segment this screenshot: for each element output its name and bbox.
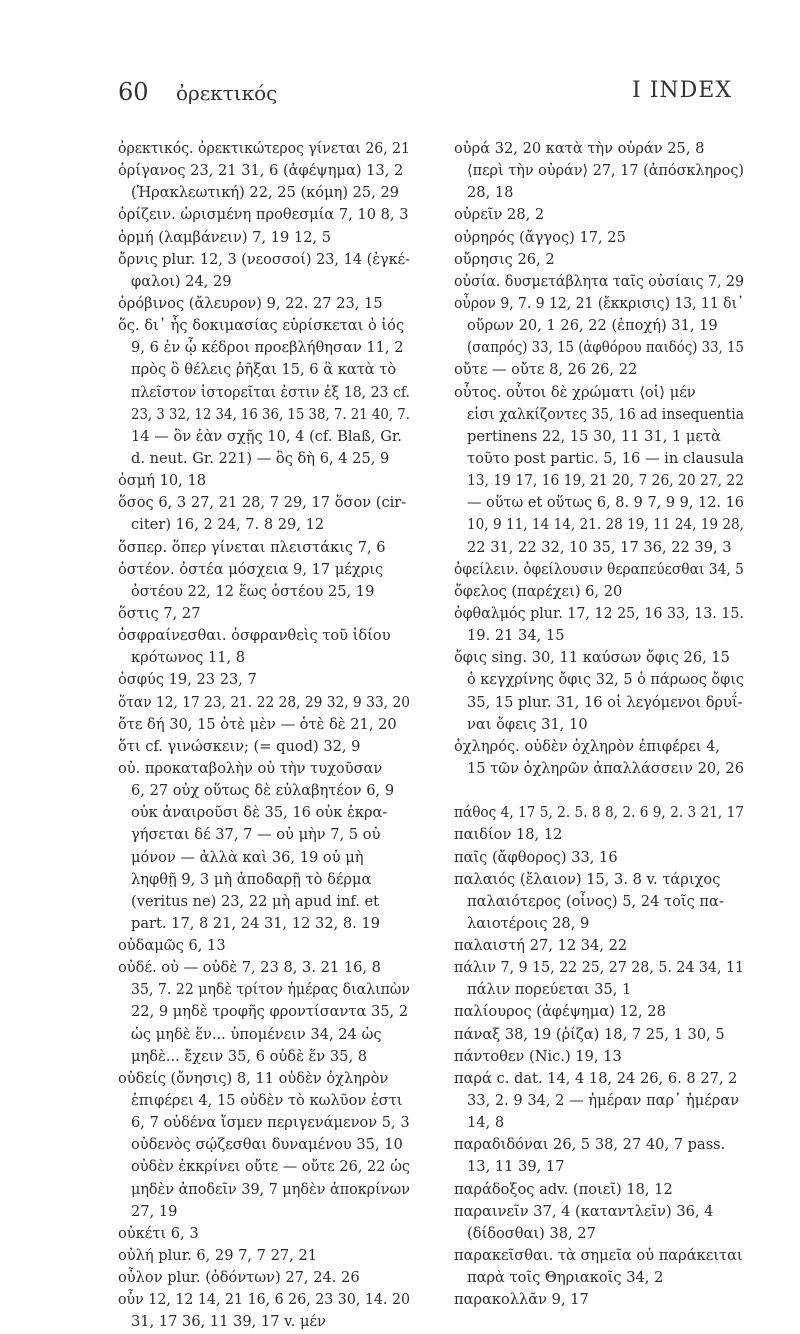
index-line: οὔρησις 26, 2 (454, 250, 555, 268)
index-line: 6, 7 οὐδένα ἴσμεν περιγενάμενον 5, 3 (131, 1114, 410, 1132)
index-line: πλεῖστον ἱστορεῖται ἐστιν ἐξ 18, 23 cf. (131, 383, 411, 401)
index-line: πάντοθεν (Nic.) 19, 13 (454, 1047, 622, 1065)
index-line: παρακολλᾶν 9, 17 (454, 1291, 589, 1309)
index-line: οὐδὲν ἐκκρίνει οὔτε — οὔτε 26, 22 ὡς (131, 1158, 410, 1176)
index-line: οὐδενὸς σῴζεσθαι δυναμένου 35, 10 (131, 1136, 403, 1154)
index-line: part. 17, 8 21, 24 31, 12 32, 8. 19 (131, 914, 381, 932)
index-line: 10, 9 11, 14 14, 21. 28 19, 11 24, 19 28, (467, 516, 745, 534)
index-line: d. neut. Gr. 221) — ὃς δὴ 6, 4 25, 9 (131, 449, 390, 467)
index-line: ⟨περὶ τὴν οὐράν⟩ 27, 17 (ἀπόσκληρος) (467, 162, 744, 180)
index-line: λαιοτέροις 28, 9 (467, 914, 590, 932)
index-line: εἰσι χαλκίζοντες 35, 16 ad insequentia (467, 405, 745, 423)
index-column-right (454, 138, 744, 1311)
index-line: πάλιν πορεύεται 35, 1 (467, 981, 632, 999)
index-line: γήσεται δέ 37, 7 — οὐ μὴν 7, 5 οὐ (131, 826, 381, 844)
index-line: 13, 19 17, 16 19, 21 20, 7 26, 20 27, 22 (467, 472, 745, 490)
index-line: 23, 3 32, 12 34, 16 36, 15 38, 7. 21 40, 7. (131, 405, 410, 423)
index-line: 14 — ὃν ἐὰν σχῇς 10, 4 (cf. Blaß, Gr. (131, 427, 402, 445)
index-line: ὅτι cf. γινώσκειν; (= quod) 32, 9 (118, 737, 361, 755)
index-line: 22, 9 μηδὲ τροφῆς φροντίσαντα 35, 2 (131, 1003, 409, 1021)
index-line: ναι ὄφεις 31, 10 (467, 715, 588, 733)
page-number: 60 (118, 78, 149, 106)
index-line: ὅτε δή 30, 15 ὁτὲ μὲν — ὁτὲ δὲ 21, 20 (118, 715, 397, 733)
index-line: παλαιότερος (οἶνος) 5, 24 τοῖς πα- (467, 892, 724, 910)
index-line: οὐρηρός (ἄγγος) 17, 25 (454, 228, 626, 246)
index-line: ὀρόβινος (ἄλευρον) 9, 22. 27 23, 15 (118, 294, 383, 312)
index-line: παραδιδόναι 26, 5 38, 27 40, 7 pass. (454, 1136, 726, 1154)
index-line: παλαιστή 27, 12 34, 22 (454, 937, 628, 955)
index-line: 27, 19 (131, 1202, 178, 1220)
index-line: citer) 16, 2 24, 7. 8 29, 12 (131, 516, 325, 534)
index-line: ὅσπερ. ὅπερ γίνεται πλειστάκις 7, 6 (118, 538, 386, 556)
index-line: οὐρεῖν 28, 2 (454, 206, 545, 224)
index-line: ληφθῇ 9, 3 μὴ ἀποδαρῇ τὸ δέρμα (131, 870, 372, 888)
index-line: παράδοξος adv. (ποιεῖ) 18, 12 (454, 1180, 673, 1198)
index-line: παραινεῖν 37, 4 (καταντλεῖν) 36, 4 (454, 1202, 714, 1220)
index-line: ὀχληρός. οὐδὲν ὀχληρὸν ἐπιφέρει 4, (454, 737, 721, 755)
index-line: οὐδείς (ὄνησις) 8, 11 οὐδὲν ὀχληρὸν (118, 1069, 389, 1087)
index-line: ὄρνις plur. 12, 3 (νεοσσοί) 23, 14 (ἐγκέ- (118, 250, 410, 268)
index-line: 22 31, 22 32, 10 35, 17 36, 22 39, 3 (467, 538, 732, 556)
index-line: οὐδαμῶς 6, 13 (118, 937, 226, 955)
index-line: οὐσία. δυσμετάβλητα ταῖς οὐσίαις 7, 29 (454, 272, 745, 290)
index-line: 35, 7. 22 μηδὲ τρίτον ἡμέρας διαλιπὼν (131, 981, 411, 999)
index-line: μηδὲ... ἔχειν 35, 6 οὐδὲ ἕν 35, 8 (131, 1047, 368, 1065)
index-line: 31, 17 36, 11 39, 17 v. μέν (131, 1313, 326, 1331)
index-line: ὅσος 6, 3 27, 21 28, 7 29, 17 ὅσον (cir- (118, 494, 407, 512)
index-line: (veritus ne) 23, 22 μὴ apud inf. et (131, 892, 380, 910)
index-line: οὖν 12, 12 14, 21 16, 6 26, 23 30, 14. 20 (118, 1291, 411, 1309)
index-line: πρὸς ὃ θέλεις ῥῆξαι 15, 6 ἃ κατὰ τὸ (131, 361, 397, 379)
index-line: (Ἡρακλεωτική) 22, 25 (κόμη) 25, 29 (131, 184, 400, 202)
index-line: πάθος 4, 17 5, 2. 5. 8 8, 2. 6 9, 2. 3 21, 17 (454, 804, 745, 822)
index-line: 14, 8 (467, 1114, 505, 1132)
index-line: 6, 27 οὐχ οὕτως δὲ εὐλαβητέον 6, 9 (131, 782, 395, 800)
index-line: παρακεῖσθαι. τὰ σημεῖα οὐ παράκειται (454, 1247, 743, 1265)
index-line: παλίουρος (ἀφέψημα) 12, 28 (454, 1003, 666, 1021)
index-line: ὄφις sing. 30, 11 καύσων ὄφις 26, 15 (454, 649, 730, 667)
index-line: πάλιν 7, 9 15, 22 25, 27 28, 5. 24 34, 11 (454, 959, 745, 977)
index-line: οὐκ ἀναιροῦσι δὲ 35, 16 οὐκ ἐκρα- (131, 804, 388, 822)
index-line: φαλοι) 24, 29 (131, 272, 232, 290)
index-line: παλαιός (ἔλαιον) 15, 3. 8 v. τάριχος (454, 870, 721, 888)
index-line: 9, 6 ἐν ᾧ κέδροι προεβλήθησαν 11, 2 (131, 339, 404, 357)
index-line: κρότωνος 11, 8 (131, 649, 246, 667)
running-head: ὀρεκτικός (176, 81, 278, 105)
index-line: 15 τῶν ὀχληρῶν ἀπαλλάσσειν 20, 26 (467, 759, 744, 777)
index-line: πάναξ 38, 19 (ῥίζα) 18, 7 25, 1 30, 5 (454, 1025, 725, 1043)
index-line: ὁ κεγχρίνης ὄφις 32, 5 ὁ πάρωος ὄφις (467, 671, 744, 689)
index-line: οὐκέτι 6, 3 (118, 1224, 199, 1242)
index-line: 28, 18 (467, 184, 514, 202)
index-line: οὖρον 9, 7. 9 12, 21 (ἔκκρισις) 13, 11 δι᾽ (454, 294, 745, 312)
index-line: ὀσφραίνεσθαι. ὀσφρανθεὶς τοῦ ἰδίου (118, 627, 391, 645)
index-line: παῖς (ἄφθορος) 33, 16 (454, 848, 618, 866)
index-line: οὐλή plur. 6, 29 7, 7 27, 21 (118, 1247, 318, 1265)
index-line: ὀσφύς 19, 23 23, 7 (118, 671, 257, 689)
index-line: ὁρίζειν. ὡρισμένη προθεσμία 7, 10 8, 3 (118, 206, 409, 224)
index-line: ὀστέον. ὀστέα μόσχεια 9, 17 μέχρις (118, 560, 384, 578)
index-line: παρὰ τοῖς Θηριακοῖς 34, 2 (467, 1269, 664, 1287)
index-line: οὐρά 32, 20 κατὰ τὴν οὐράν 25, 8 (454, 140, 705, 157)
index-line (454, 780, 744, 802)
running-head-right: I INDEX (632, 78, 732, 103)
index-line: οὔτε — οὔτε 8, 26 26, 22 (454, 361, 638, 379)
index-line: 35, 15 plur. 31, 16 οἱ λεγόμενοι δρυΐ- (467, 693, 743, 711)
index-line: οὔρων 20, 1 26, 22 (ἐποχή) 31, 19 (467, 317, 718, 335)
index-column-left (118, 138, 410, 1334)
index-line: παρά c. dat. 14, 4 18, 24 26, 6. 8 27, 2 (454, 1069, 738, 1087)
index-line: ὀφθαλμός plur. 17, 12 25, 16 33, 13. 15. (454, 604, 744, 622)
index-line: 13, 11 39, 17 (467, 1158, 565, 1176)
index-line: ὡς μηδὲ ἕν... ὑπομένειν 34, 24 ὡς (131, 1025, 382, 1043)
index-line: ὀρεκτικός. ὀρεκτικώτερος γίνεται 26, 21 (118, 140, 410, 157)
index-line: (δίδοσθαι) 38, 27 (467, 1224, 596, 1242)
index-line: οὗτος. οὗτοι δὲ χρώματι ⟨οἱ⟩ μέν (454, 383, 696, 401)
index-line: μόνον — ἀλλὰ καὶ 36, 19 οὐ μὴ (131, 848, 364, 866)
index-line: pertinens 22, 15 30, 11 31, 1 μετὰ (467, 427, 721, 445)
index-line: ὀρίγανος 23, 21 31, 6 (ἀφέψημα) 13, 2 (118, 162, 404, 180)
page-header (118, 78, 732, 108)
index-line: οὐδέ. οὐ — οὐδὲ 7, 23 8, 3. 21 16, 8 (118, 959, 381, 977)
index-line: ὀσμή 10, 18 (118, 472, 207, 490)
index-line: ὅταν 12, 17 23, 21. 22 28, 29 32, 9 33, 20 (118, 693, 410, 711)
index-line: ἐπιφέρει 4, 15 οὐδὲν τὸ κωλῦον ἐστι (131, 1092, 403, 1110)
index-line: ὀφείλειν. ὀφείλουσιν θεραπεύεσθαι 34, 5 (454, 560, 744, 578)
index-line: ὅστις 7, 27 (118, 604, 201, 622)
index-line: ὄφελος (παρέχει) 6, 20 (454, 582, 623, 600)
index-line: τοῦτο post partic. 5, 16 — in clausula (467, 449, 744, 467)
index-line: ὀστέου 22, 12 ἕως ὀστέου 25, 19 (131, 582, 375, 600)
index-line: παιδίον 18, 12 (454, 826, 563, 844)
index-line: 33, 2. 9 34, 2 — ἡμέραν παρ᾽ ἡμέραν (467, 1092, 740, 1110)
index-line: οὐ. προκαταβολὴν οὐ τὴν τυχοῦσαν (118, 759, 383, 777)
index-line: οὖλον plur. (ὀδόντων) 27, 24. 26 (118, 1269, 360, 1287)
index-line: (σαπρός) 33, 15 (ἀφθόρου παιδός) 33, 15 (467, 339, 744, 357)
index-line: — οὕτω et οὕτως 6, 8. 9 7, 9 9, 12. 16 (467, 494, 745, 512)
index-line: 19. 21 34, 15 (467, 627, 565, 645)
index-line: ὁρμή (λαμβάνειν) 7, 19 12, 5 (118, 228, 332, 246)
index-line: μηδὲν ἀποδεῖν 39, 7 μηδὲν ἀποκρίνων (131, 1180, 410, 1198)
index-line: ὅς. δι᾽ ἧς δοκιμασίας εὑρίσκεται ὁ ἰός (118, 317, 405, 335)
